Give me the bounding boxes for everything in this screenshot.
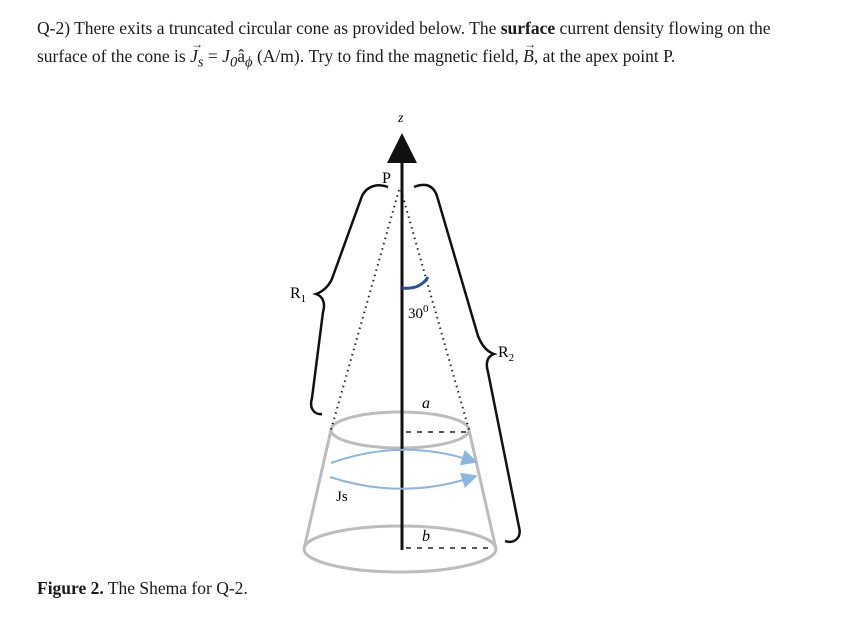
apex-p-label: P	[382, 170, 391, 187]
question-bold-word: surface	[500, 18, 556, 38]
truncated-cone	[304, 412, 496, 572]
radius-b-label: b	[422, 528, 430, 545]
z-axis-label: z	[398, 111, 404, 126]
question-after-bold: current density flowing on the surface of the cone is	[37, 18, 771, 66]
r2-brace	[414, 185, 520, 542]
j0-symbol: $J_0$	[222, 46, 238, 71]
figure-caption	[37, 578, 248, 599]
r2-label: $R_2$	[498, 344, 515, 364]
radius-a-label: a	[422, 395, 430, 412]
r1-brace	[311, 185, 388, 414]
caption-text: The Shema for Q-2.	[103, 578, 248, 598]
js-label: Js	[336, 489, 348, 505]
unit-vector: $â_\phi$	[237, 46, 253, 71]
cone-top-ellipse	[331, 412, 469, 448]
cone-left-side	[304, 430, 331, 549]
question-ending: , at the apex point P.	[533, 46, 676, 66]
question-units: (A/m). Try to find the magnetic field,	[252, 46, 524, 66]
left-dotted-generatrix	[331, 190, 399, 430]
equals-sign: =	[203, 46, 223, 66]
angle-label: $30^0$	[408, 303, 429, 322]
question-intro: Q-2) There exits a truncated circular cone as provided below. The	[37, 18, 501, 38]
b-vector-symbol: B →	[523, 42, 534, 70]
caption-label: Figure 2.	[37, 578, 104, 598]
cone-right-side	[469, 430, 496, 549]
r1-label: $R_1$	[290, 285, 307, 305]
angle-arc	[402, 277, 428, 288]
js-vector-symbol: $J_s$ →	[190, 42, 203, 77]
current-arrow-2	[330, 477, 470, 489]
cone-bottom-ellipse	[304, 526, 496, 572]
